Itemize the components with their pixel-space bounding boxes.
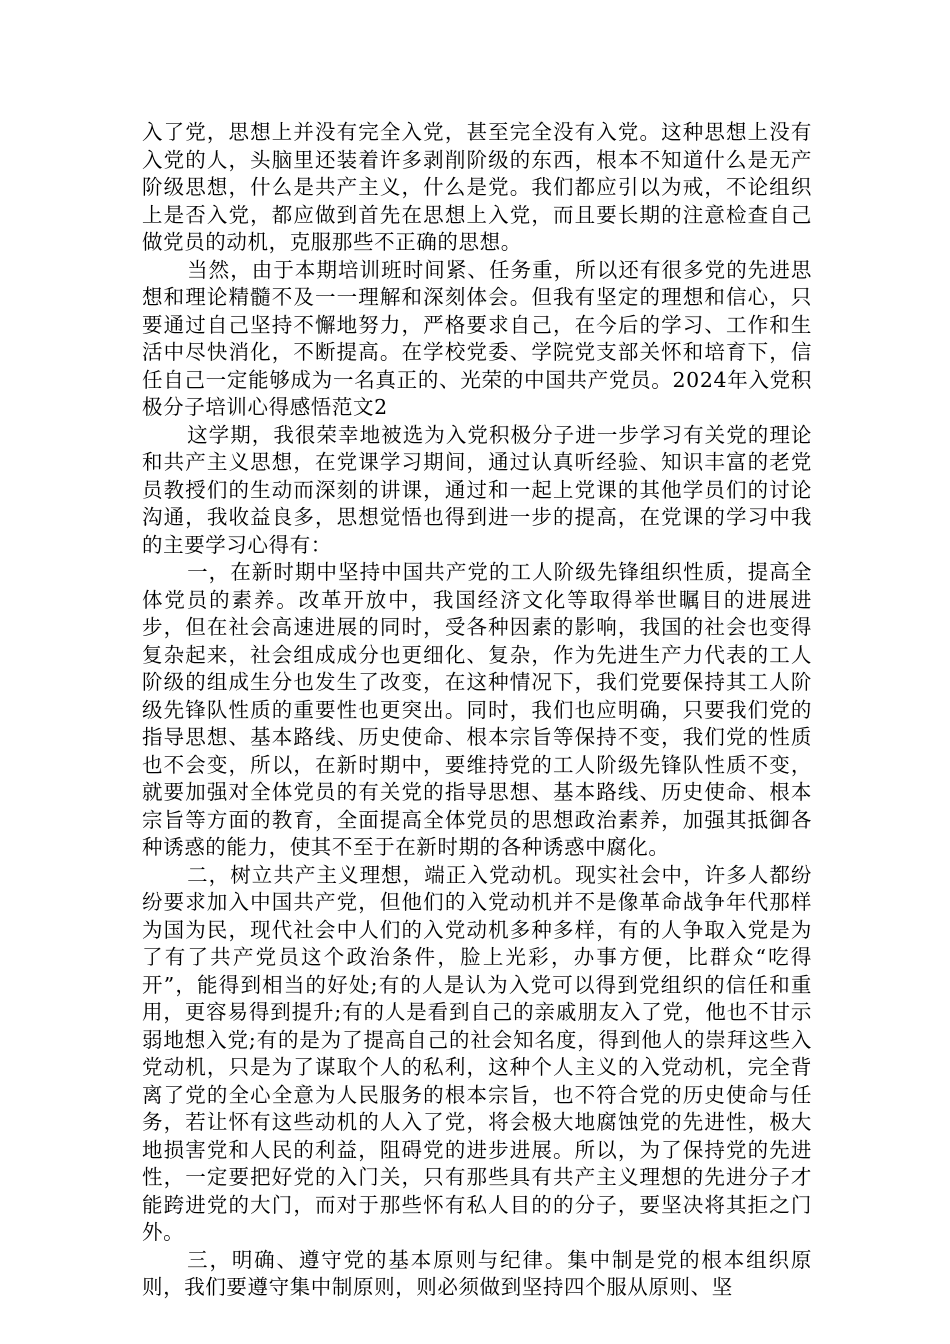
paragraph: 当然，由于本期培训班时间紧、任务重，所以还有很多党的先进思想和理论精髓不及一一理解和深刻体会。但我有坚定的理想和信心，只要通过自己坚持不懈地努力，严格要求自己，在今后的学习、工作和生活中尽快消化，不断提高。在学校党委、学院党支部关怀和培育下，信任自己一定能够成为一名真正的、光荣的中国共产党员。2024年入党积极分子培训心得感悟范文2 — [142, 257, 812, 419]
document-body — [142, 119, 812, 1302]
paragraph: 二，树立共产主义理想，端正入党动机。现实社会中，许多人都纷纷要求加入中国共产党，但他们的入党动机并不是像革命战争年代那样为国为民，现代社会中人们的入党动机多种多样，有的人争取入党是为了有了共产党员这个政治条件，脸上光彩，办事方便，比群众“吃得开”，能得到相当的好处;有的人是认为入党可以得到党组织的信任和重用，更容易得到提升;有的人是看到自己的亲戚朋友入了党，他也不甘示弱地想入党;有的是为了提高自己的社会知名度，得到他人的崇拜这些入党动机，只是为了谋取个人的私利，这种个人主义的入党动机，完全背离了党的全心全意为人民服务的根本宗旨，也不符合党的历史使命与任务，若让怀有这些动机的人入了党，将会极大地腐蚀党的先进性，极大地损害党和人民的利益，阻碍党的进步进展。所以，为了保持党的先进性，一定要把好党的入门关，只有那些具有共产主义理想的先进分子才能跨进党的大门，而对于那些怀有私人目的的分子，要坚决将其拒之门外。 — [142, 862, 812, 1244]
paragraph: 三，明确、遵守党的基本原则与纪律。集中制是党的根本组织原则，我们要遵守集中制原则，则必须做到坚持四个服从原则、坚 — [142, 1247, 812, 1299]
paragraph: 一，在新时期中坚持中国共产党的工人阶级先锋组织性质，提高全体党员的素养。改革开放中，我国经济文化等取得举世瞩目的进展进步，但在社会高速进展的同时，受各种因素的影响，我国的社会也变得复杂起来，社会组成成分也更细化、复杂，作为先进生产力代表的工人阶级的组成生分也发生了改变，在这种情况下，我们党要保持其工人阶级先锋队性质的重要性也更突出。同时，我们也应明确，只要我们党的指导思想、基本路线、历史使命、根本宗旨等保持不变，我们党的性质也不会变，所以，在新时期中，要维持党的工人阶级先锋队性质不变，就要加强对全体党员的有关党的指导思想、基本路线、历史使命、根本宗旨等方面的教育，全面提高全体党员的思想政治素养，加强其抵御各种诱惑的能力，使其不至于在新时期的各种诱惑中腐化。 — [142, 560, 812, 859]
paragraph: 这学期，我很荣幸地被选为入党积极分子进一步学习有关党的理论和共产主义思想，在党课学习期间，通过认真听经验、知识丰富的老党员教授们的生动而深刻的讲课，通过和一起上党课的其他学员们的讨论沟通，我收益良多，思想觉悟也得到进一步的提高，在党课的学习中我的主要学习心得有： — [142, 422, 812, 557]
paragraph: 入了党，思想上并没有完全入党，甚至完全没有入党。这种思想上没有入党的人，头脑里还装着许多剥削阶级的东西，根本不知道什么是无产阶级思想，什么是共产主义，什么是党。我们都应引以为戒，不论组织上是否入党，都应做到首先在思想上入党，而且要长期的注意检查自己做党员的动机，克服那些不正确的思想。 — [142, 120, 812, 254]
